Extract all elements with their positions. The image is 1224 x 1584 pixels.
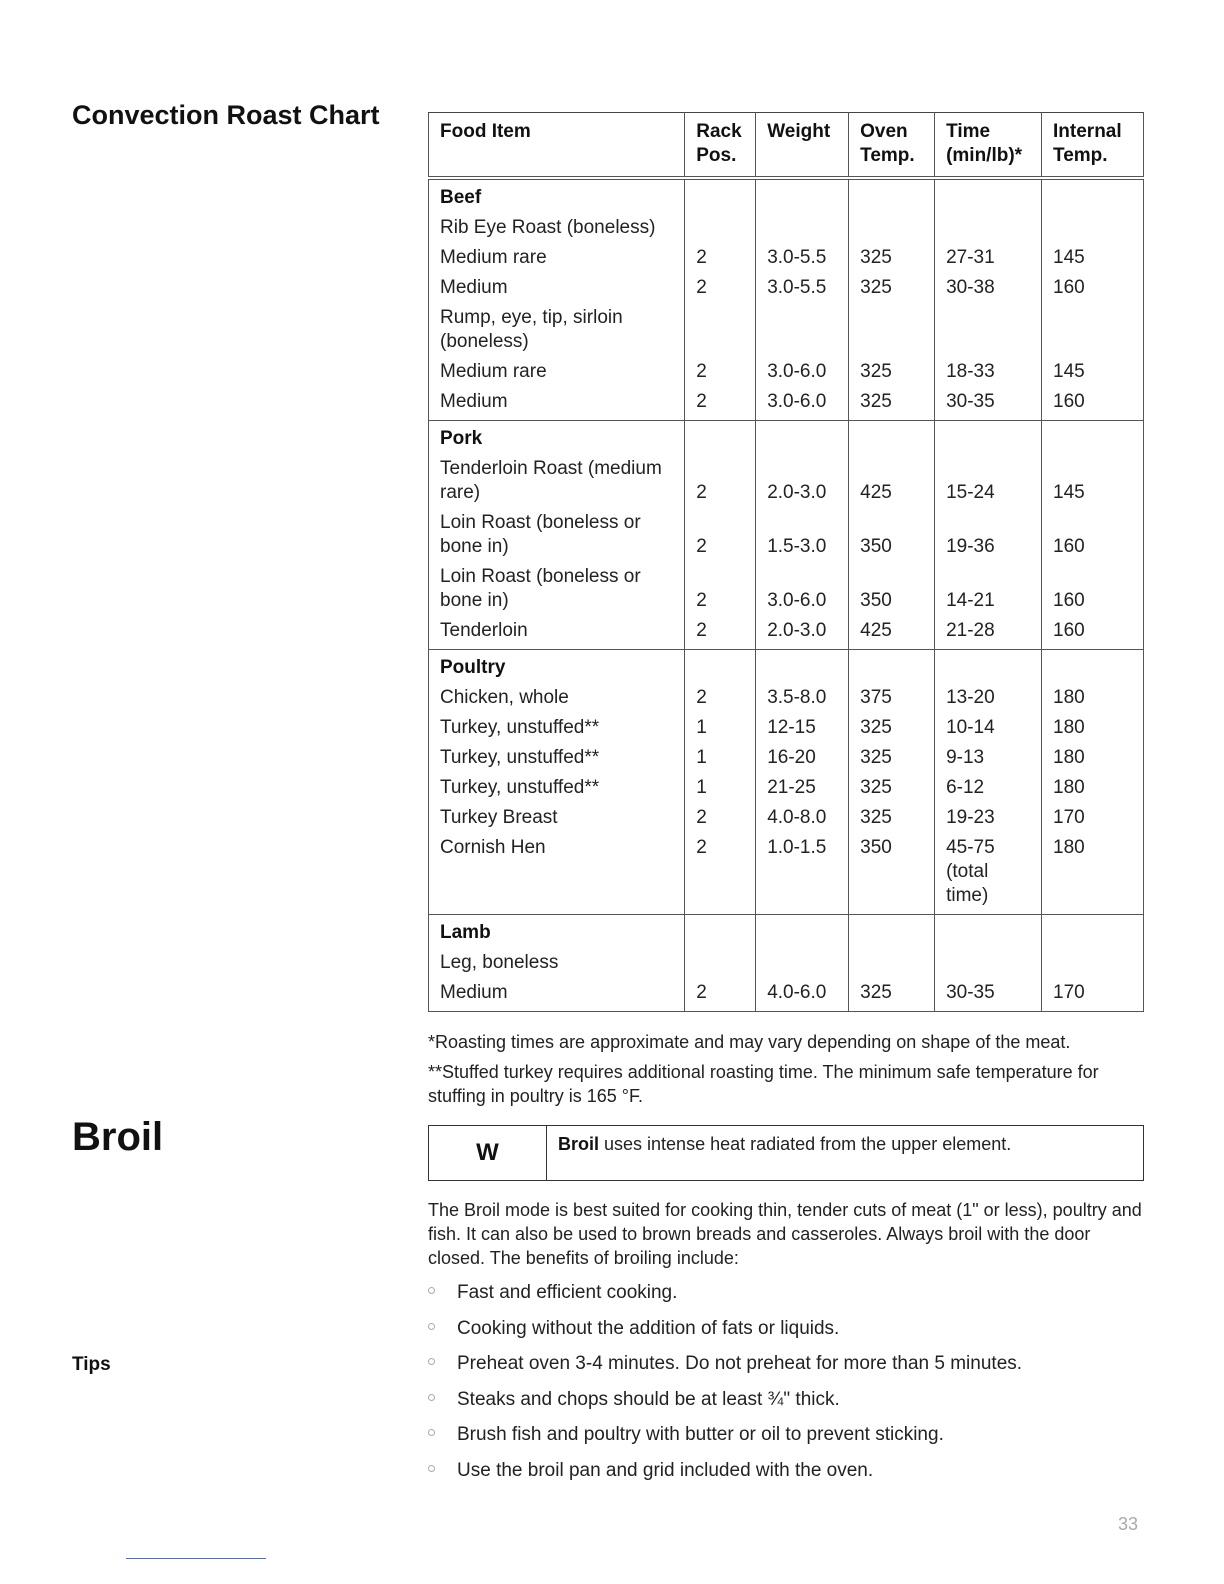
broil-intro-paragraph: The Broil mode is best suited for cooking thin, tender cuts of meat (1" or less), poultry and fish. It can also be used to brown breads and casseroles. Always broil with the door closed. The benefits of broiling include: xyxy=(428,1200,1142,1268)
tips-label: Tips xyxy=(72,1354,111,1375)
internal-cell: 145 xyxy=(1042,357,1144,387)
food-cell: Turkey, unstuffed** xyxy=(429,773,685,803)
time-cell: 45-75 (total time) xyxy=(935,833,1042,915)
food-cell: Tenderloin xyxy=(429,616,685,650)
header-oven-temp: Oven Temp. xyxy=(849,113,935,179)
internal-cell: 145 xyxy=(1042,243,1144,273)
rack-cell: 2 xyxy=(685,803,756,833)
food-subheading: Leg, boneless xyxy=(429,948,685,978)
rack-cell: 2 xyxy=(685,357,756,387)
internal-cell: 180 xyxy=(1042,683,1144,713)
time-cell: 19-36 xyxy=(935,508,1042,562)
internal-cell: 180 xyxy=(1042,773,1144,803)
table-row xyxy=(429,948,1144,978)
rack-cell: 1 xyxy=(685,713,756,743)
group-title: Lamb xyxy=(429,915,685,949)
page-number: 33 xyxy=(1118,1514,1139,1534)
bullet-icon xyxy=(428,1394,435,1401)
oven-cell: 350 xyxy=(849,833,935,915)
bullet-icon xyxy=(428,1287,435,1294)
weight-cell: 16-20 xyxy=(756,743,849,773)
rack-cell: 2 xyxy=(685,683,756,713)
weight-cell: 3.0-6.0 xyxy=(756,357,849,387)
list-item: Cooking without the addition of fats or liquids. xyxy=(428,1317,1144,1353)
oven-cell: 325 xyxy=(849,713,935,743)
time-cell: 19-23 xyxy=(935,803,1042,833)
header-weight: Weight xyxy=(756,113,849,179)
oven-cell: 350 xyxy=(849,562,935,616)
oven-cell: 325 xyxy=(849,978,935,1012)
time-cell: 10-14 xyxy=(935,713,1042,743)
internal-cell: 160 xyxy=(1042,273,1144,303)
weight-cell: 3.0-6.0 xyxy=(756,562,849,616)
time-cell: 13-20 xyxy=(935,683,1042,713)
rack-cell: 2 xyxy=(685,387,756,421)
roast-chart-heading: Convection Roast Chart xyxy=(72,100,380,130)
rack-cell: 2 xyxy=(685,508,756,562)
weight-cell: 1.0-1.5 xyxy=(756,833,849,915)
internal-cell: 180 xyxy=(1042,743,1144,773)
table-header-row xyxy=(429,113,1144,179)
internal-cell: 170 xyxy=(1042,803,1144,833)
table-row xyxy=(429,773,1144,803)
food-cell: Turkey, unstuffed** xyxy=(429,743,685,773)
internal-cell: 145 xyxy=(1042,454,1144,508)
food-cell: Turkey, unstuffed** xyxy=(429,713,685,743)
table-row xyxy=(429,743,1144,773)
group-title: Poultry xyxy=(429,650,685,684)
table-row xyxy=(429,616,1144,650)
table-row xyxy=(429,178,1144,213)
bullet-icon xyxy=(428,1429,435,1436)
oven-cell: 425 xyxy=(849,454,935,508)
broil-mode-symbol: W xyxy=(429,1126,547,1180)
convection-roast-table xyxy=(428,112,1144,1012)
weight-cell: 3.5-8.0 xyxy=(756,683,849,713)
bullet-icon xyxy=(428,1465,435,1472)
oven-cell: 375 xyxy=(849,683,935,713)
food-cell: Turkey Breast xyxy=(429,803,685,833)
rack-cell: 2 xyxy=(685,243,756,273)
weight-cell: 1.5-3.0 xyxy=(756,508,849,562)
table-row xyxy=(429,978,1144,1012)
time-cell: 27-31 xyxy=(935,243,1042,273)
broil-heading: Broil xyxy=(72,1115,164,1159)
footnote-stuffed-turkey: **Stuffed turkey requires additional roasting time. The minimum safe temperature for stuffing in poultry is 165 °F. xyxy=(428,1062,1099,1106)
rack-cell: 2 xyxy=(685,562,756,616)
table-row xyxy=(429,454,1144,508)
oven-cell: 350 xyxy=(849,508,935,562)
oven-cell: 325 xyxy=(849,743,935,773)
table-row xyxy=(429,803,1144,833)
time-cell: 30-38 xyxy=(935,273,1042,303)
list-item: Steaks and chops should be at least ¾" thick. xyxy=(428,1388,1144,1424)
rack-cell: 2 xyxy=(685,833,756,915)
oven-cell: 425 xyxy=(849,616,935,650)
oven-cell: 325 xyxy=(849,273,935,303)
internal-cell: 160 xyxy=(1042,387,1144,421)
time-cell: 15-24 xyxy=(935,454,1042,508)
oven-cell: 325 xyxy=(849,803,935,833)
weight-cell: 3.0-6.0 xyxy=(756,387,849,421)
rack-cell: 2 xyxy=(685,616,756,650)
oven-cell: 325 xyxy=(849,773,935,803)
food-cell: Cornish Hen xyxy=(429,833,685,915)
list-item: Use the broil pan and grid included with the oven. xyxy=(428,1459,1144,1495)
broil-mode-box xyxy=(428,1125,1144,1181)
food-cell: Medium xyxy=(429,978,685,1012)
oven-cell: 325 xyxy=(849,243,935,273)
footer-divider xyxy=(126,1558,266,1559)
pork-group xyxy=(429,421,1144,650)
list-item: Brush fish and poultry with butter or oil to prevent sticking. xyxy=(428,1423,1144,1459)
rack-cell: 2 xyxy=(685,454,756,508)
weight-cell: 21-25 xyxy=(756,773,849,803)
broil-benefits-list xyxy=(428,1281,1144,1352)
table-row xyxy=(429,213,1144,243)
weight-cell: 2.0-3.0 xyxy=(756,454,849,508)
broil-tips-list xyxy=(428,1352,1144,1494)
weight-cell: 2.0-3.0 xyxy=(756,616,849,650)
food-cell: Loin Roast (boneless or bone in) xyxy=(429,508,685,562)
header-food-item: Food Item xyxy=(429,113,685,179)
table-row xyxy=(429,683,1144,713)
table-row xyxy=(429,562,1144,616)
broil-mode-description: Broil uses intense heat radiated from the upper element. xyxy=(558,1134,1012,1154)
food-cell: Chicken, whole xyxy=(429,683,685,713)
list-item: Preheat oven 3-4 minutes. Do not preheat for more than 5 minutes. xyxy=(428,1352,1144,1388)
table-row xyxy=(429,833,1144,915)
food-cell: Loin Roast (boneless or bone in) xyxy=(429,562,685,616)
poultry-group xyxy=(429,650,1144,915)
weight-cell: 3.0-5.5 xyxy=(756,273,849,303)
table-row xyxy=(429,713,1144,743)
beef-group xyxy=(429,178,1144,421)
internal-cell: 170 xyxy=(1042,978,1144,1012)
table-row xyxy=(429,357,1144,387)
food-cell: Medium rare xyxy=(429,357,685,387)
table-row xyxy=(429,508,1144,562)
table-row xyxy=(429,243,1144,273)
internal-cell: 160 xyxy=(1042,508,1144,562)
time-cell: 18-33 xyxy=(935,357,1042,387)
bullet-icon xyxy=(428,1358,435,1365)
internal-cell: 180 xyxy=(1042,833,1144,915)
weight-cell: 12-15 xyxy=(756,713,849,743)
rack-cell: 1 xyxy=(685,743,756,773)
food-cell: Medium rare xyxy=(429,243,685,273)
rack-cell: 2 xyxy=(685,273,756,303)
time-cell: 14-21 xyxy=(935,562,1042,616)
oven-cell: 325 xyxy=(849,357,935,387)
time-cell: 30-35 xyxy=(935,387,1042,421)
internal-cell: 160 xyxy=(1042,562,1144,616)
table-row xyxy=(429,421,1144,455)
rack-cell: 2 xyxy=(685,978,756,1012)
internal-cell: 160 xyxy=(1042,616,1144,650)
time-cell: 9-13 xyxy=(935,743,1042,773)
weight-cell: 4.0-6.0 xyxy=(756,978,849,1012)
oven-cell: 325 xyxy=(849,387,935,421)
table-row xyxy=(429,387,1144,421)
table-row xyxy=(429,650,1144,684)
internal-cell: 180 xyxy=(1042,713,1144,743)
weight-cell: 4.0-8.0 xyxy=(756,803,849,833)
lamb-group xyxy=(429,915,1144,1012)
header-rack-pos: Rack Pos. xyxy=(685,113,756,179)
header-internal-temp: Internal Temp. xyxy=(1042,113,1144,179)
footnote-roasting-times: *Roasting times are approximate and may vary depending on shape of the meat. xyxy=(428,1032,1071,1052)
table-row xyxy=(429,273,1144,303)
weight-cell: 3.0-5.5 xyxy=(756,243,849,273)
time-cell: 21-28 xyxy=(935,616,1042,650)
food-subheading: Rump, eye, tip, sirloin (boneless) xyxy=(429,303,685,357)
header-time: Time (min/lb)* xyxy=(935,113,1042,179)
rack-cell: 1 xyxy=(685,773,756,803)
table-row xyxy=(429,915,1144,949)
table-row xyxy=(429,303,1144,357)
time-cell: 6-12 xyxy=(935,773,1042,803)
food-cell: Tenderloin Roast (medium rare) xyxy=(429,454,685,508)
food-cell: Medium xyxy=(429,273,685,303)
list-item: Fast and efficient cooking. xyxy=(428,1281,1144,1317)
food-subheading: Rib Eye Roast (boneless) xyxy=(429,213,685,243)
group-title: Pork xyxy=(429,421,685,455)
food-cell: Medium xyxy=(429,387,685,421)
bullet-icon xyxy=(428,1323,435,1330)
time-cell: 30-35 xyxy=(935,978,1042,1012)
group-title: Beef xyxy=(429,178,685,213)
